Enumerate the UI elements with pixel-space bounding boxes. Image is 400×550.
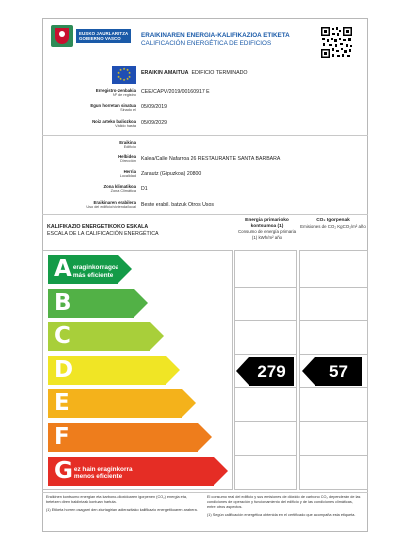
energy-class-description-eu: ez hain eraginkorra xyxy=(73,465,133,473)
reg-value: CEE/CAPV/2019/00160917 E xyxy=(141,89,210,95)
town-label-eu: Herria xyxy=(123,169,136,174)
use-label-eu: Eraikinaren erabilera xyxy=(93,200,136,205)
energy-class-letter: G xyxy=(54,457,73,484)
address-label-eu: Helbidea xyxy=(118,154,136,159)
grid-row-line xyxy=(299,455,368,456)
co2-rating xyxy=(315,357,362,386)
energy-class-description xyxy=(74,466,133,481)
energy-class-a xyxy=(48,255,118,284)
grid-row-line xyxy=(299,354,368,355)
grid-row-line xyxy=(234,421,297,422)
building-label xyxy=(119,140,136,150)
energy-class-letter: A xyxy=(54,256,72,282)
footer-right-note: (1) Según calificación energética obtenida en el certificado que acompaña esta etiqueta. xyxy=(207,512,356,517)
grid-row-line xyxy=(234,387,297,388)
footer-left xyxy=(46,495,201,513)
grid-row-line xyxy=(299,287,368,288)
gov-name-es: GOBIERNO VASCO xyxy=(79,36,121,41)
energy-class-f xyxy=(48,423,198,452)
address-value: Kalea/Calle Nafarroa 26 RESTAURANTE SANTA BARBARA xyxy=(141,156,281,162)
energy-class-letter: C xyxy=(54,323,71,350)
divider xyxy=(42,492,368,493)
grid-row-line xyxy=(299,421,368,422)
qr-code-icon xyxy=(320,26,353,59)
eu-flag-icon: ★ ★ ★ ★ ★ ★ ★ ★ ★ ★ xyxy=(112,66,136,84)
use-label-es: Uso del edificio/vivienda/local xyxy=(86,205,136,209)
issue-label-eu: Egun horretan sinatua xyxy=(90,103,136,108)
energy-class-description-es: más eficiente xyxy=(72,271,114,279)
label-title-es: CALIFICACIÓN ENERGÉTICA DE EDIFICIOS xyxy=(141,40,272,47)
label-title-eu: ERAIKINAREN ENERGIA-KALIFIKAZIOA ETIKETA xyxy=(141,32,290,39)
primary-energy-rating xyxy=(249,357,294,386)
divider xyxy=(42,214,368,215)
zone-label xyxy=(104,184,136,194)
address-label xyxy=(118,154,136,164)
zone-value: D1 xyxy=(141,186,148,192)
energy-class-e xyxy=(48,389,182,418)
grid-row-line xyxy=(299,387,368,388)
grid-row-line xyxy=(299,320,368,321)
energy-class-arrow-tip xyxy=(150,322,164,350)
divider xyxy=(42,135,368,136)
town-value: Zarautz (Gipuzkoa) 20800 xyxy=(141,171,202,177)
energy-class-d xyxy=(48,356,166,385)
energy-class-description-eu: eraginkorragoa xyxy=(72,264,120,272)
primary-energy-header xyxy=(236,218,298,240)
energy-class-arrow-tip xyxy=(118,255,132,283)
basque-shield-icon xyxy=(51,25,73,47)
valid-label-es: Válido hasta xyxy=(115,124,136,128)
grid-row-line xyxy=(234,287,297,288)
issue-label-es: Sinado el xyxy=(120,108,136,112)
town-label-es: Localidad xyxy=(119,174,136,178)
reg-label-es: Nº de registro xyxy=(112,93,136,97)
building-label-eu: Eraikina xyxy=(119,140,136,145)
valid-value: 05/09/2029 xyxy=(141,120,167,126)
energy-class-arrow-tip xyxy=(182,389,196,417)
energy-class-b xyxy=(48,289,134,318)
building-type xyxy=(141,70,248,76)
co2-header-eu: CO₂ Igorpenak xyxy=(316,218,350,223)
building-type-eu: ERAIKIN AMAITUA xyxy=(141,70,189,76)
primary-energy-header-eu: Energia primarioko kontsumoa (1) xyxy=(245,218,289,229)
building-type-es: EDIFICIO TERMINADO xyxy=(191,70,248,76)
scale-title-eu: KALIFIKAZIO ENERGETIKOKO ESKALA xyxy=(47,224,149,230)
energy-class-description xyxy=(73,264,120,279)
valid-label xyxy=(92,119,136,129)
grid-row-line xyxy=(234,320,297,321)
scale-title-es: ESCALA DE LA CALIFICACIÓN ENERGÉTICA xyxy=(47,231,159,237)
town-label xyxy=(120,169,136,179)
footer-left-text: Eraikinen kontsumo energian eta karbono-dioxidoaren igorpenen (CO₂) energia eta, betetzen diren baldintzak kontuan hartuta. xyxy=(46,495,187,504)
co2-value: 57 xyxy=(329,361,348,381)
zone-label-eu: Zona klimatikoa xyxy=(103,184,136,189)
building-label-es: Edificio xyxy=(123,145,136,149)
issue-value: 05/09/2019 xyxy=(141,104,167,110)
use-value: Beste erabil. batzuk Otros Usos xyxy=(141,202,214,208)
energy-class-arrow-tip xyxy=(166,356,180,384)
reg-label-eu: Erregistro-zenbakia xyxy=(95,88,136,93)
footer-left-note: (1) Etiketa horren osagarri den ziurtagirian adierazitako kalifikazio energetikoaren arabera. xyxy=(46,507,198,512)
footer-right-text: El consumo real del edificio y sus emisiones de dióxido de carbono CO₂ dependerán de las condiciones de operación y funcionamiento del edificio y de las condiciones climáticas, entre otros aspectos. xyxy=(207,495,361,509)
energy-class-letter: B xyxy=(54,289,72,316)
gov-name-eu: EUSKO JAURLARITZA xyxy=(79,30,129,36)
energy-class-arrow-tip xyxy=(134,289,148,317)
primary-energy-header-es: Consumo de energía primaria (1) kWh/m² año xyxy=(237,229,297,240)
co2-header xyxy=(300,218,366,229)
grid-row-line xyxy=(234,455,297,456)
issue-label xyxy=(90,103,136,113)
energy-class-arrow-tip xyxy=(214,457,228,485)
energy-class-arrow-tip xyxy=(198,423,212,451)
co2-header-es: Emisiones de CO₂ KgCO₂/m² año xyxy=(300,223,366,229)
address-label-es: Dirección xyxy=(120,159,136,163)
footer-right xyxy=(207,495,362,518)
energy-class-c xyxy=(48,322,150,351)
energy-class-description-es: menos eficiente xyxy=(73,473,123,481)
reg-label xyxy=(96,88,136,98)
energy-class-letter: F xyxy=(54,424,70,450)
grid-row-line xyxy=(234,354,297,355)
energy-class-g xyxy=(48,457,214,486)
valid-label-eu: Noiz arteko baliozkoa xyxy=(92,119,136,124)
zone-label-es: Zona Climática xyxy=(110,189,136,193)
government-name xyxy=(76,29,131,43)
energy-class-letter: D xyxy=(54,356,74,383)
primary-energy-value: 279 xyxy=(257,361,286,381)
energy-class-letter: E xyxy=(54,390,70,417)
government-logo xyxy=(51,24,133,48)
use-label xyxy=(86,200,136,210)
